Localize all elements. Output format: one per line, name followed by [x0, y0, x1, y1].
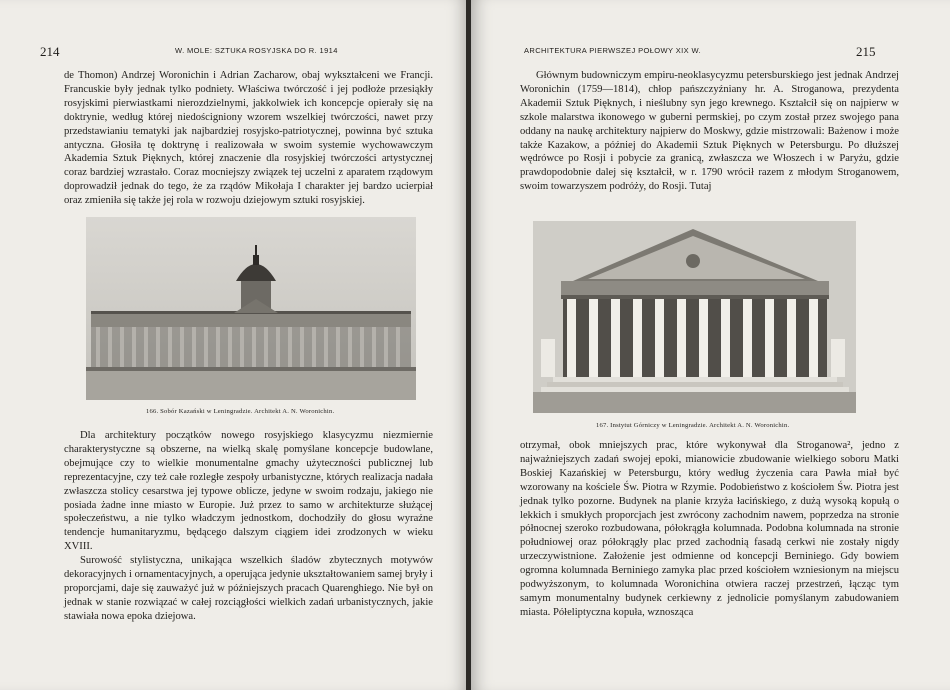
- right-top-text: [520, 69, 899, 194]
- right-page: [471, 0, 950, 690]
- right-running-head: ARCHITEKTURA PIERWSZEJ POŁOWY XIX W.: [524, 46, 702, 55]
- left-page-number: 214: [40, 44, 60, 59]
- right-page-number: 215: [856, 44, 876, 59]
- figure-166-kazan-cathedral: [86, 217, 416, 400]
- figure-166-caption: 166. Sobór Kazański w Leningradzie. Architekt A. N. Woronichin.: [146, 408, 335, 415]
- mining-institute-photo: [533, 221, 856, 413]
- left-running-head: W. MOLE: SZTUKA ROSYJSKA DO R. 1914: [175, 46, 338, 55]
- left-top-text: [64, 69, 433, 208]
- left-paragraph-top: de Thomon) Andrzej Woronichin i Adrian Zacharow, obaj wykształceni we Francji. Francuskie były jednak tylko podniety. Właściwa twórczość i jej podłoże przesiąkły rosyjskimi pierwiastkami nierozdzielnymi, jakkolwiek ich koncepcje opierały się na doktrynie, według której niedościgniony wzorem wszelkiej twórczości, nawet przy przedstawianiu tematyki jak najbardziej rosyjsko-patriotycznej, powinna być sztuka antyczna. Głosiła tę doktrynę i realizowała w swoim systemie wychowawczym Akademia Sztuk Pięknych, której znaczenie dla rosyjskiej twórczości artystycznej coraz bardziej wzrastało. Coraz mocniejszy związek tej uczelni z aparatem rządowym doprowadził jednak do tego, że za rządów Mikołaja I charakter jej bardzo ucierpiał oraz zmieniła się także jej rola w rozwoju dziejowym sztuki rosyjskiej.: [64, 70, 433, 207]
- left-page: [0, 0, 468, 690]
- right-paragraph-bottom: otrzymał, obok mniejszych prac, które wykonywał dla Stroganowa², jedno z najważniejszych zadań swojej epoki, mianowicie zbudowanie wielkiego soboru Matki Boskiej Kazańskiej w Petersburgu, który według życzenia cara Pawła miał być wzorowany na kościele Św. Piotra w Rzymie. Podobieństwo z kościołem Św. Piotra jest jednak tylko pozorne. Budynek na planie krzyża łacińskiego, z dużą wysoką kopułą o lekkich i smukłych proporcjach jest zwrócony zachodnim nawem, poprzedza na stronie północnej szeroko rozbudowana, półokrągła kolumnada. Podobna kolumnada na stronie południowej oraz półokrągły plac przed zachodnią fasadą cerkwi nie zostały nigdy urzeczywistnione. Założenie jest odmienne od koncepcji Berniniego. Gdy bowiem ogromna kolumnada Berniniego zamyka plac przed kościołem wzniesionym na miejscu podwyższonym, to kolumnada Woronichina otwiera raczej przestrzeń, łącząc tym samym monumentalny budynek cerkiewny z jednolicie pomyślanym zabudowaniem miasta. Półeliptyczna kopuła, wznosząca: [520, 440, 899, 618]
- left-paragraph-bottom-2: Surowość stylistyczna, unikająca wszelkich śladów zbytecznych motywów dekoracyjnych i ornamentacyjnych, a operująca jedynie ukształtowaniem samej bryły i proporcjami, daje się zauważyć już w późniejszych pracach Quarenghiego. Nie był on jednak w stanie rozwiązać w całej rozciągłości wielkich zadań urbanistycznych, jakie stawiała nowa epoka dziejowa.: [64, 555, 433, 622]
- left-paragraph-bottom-1: Dla architektury początków nowego rosyjskiego klasycyzmu niezmiernie charakterystyczne są obszerne, na wielką skalę pomyślane koncepcje budowlane, obejmujące czy to wielkie monumentalne gmachy użyteczności publicznej lub reprezentacyjne, czy też całe rozległe zespoły urbanistyczne, których realizacja nadała zwłaszcza stolicy cesarstwa jej typowe oblicze, jedyne w swoim rodzaju, jakiego nie posiada żadne inne miasto w Europie. Już przez to samo w architekturze służącej społeczeństwu, a nie tylko władczym jednostkom, dochodziły do głosu wyraźne tendencje humanitaryzmu, będącego dalszym ciągiem idei zrodzonych w wieku XVIII.: [64, 430, 433, 553]
- right-bottom-text: [520, 439, 899, 620]
- right-paragraph-top: Głównym budowniczym empiru-neoklasycyzmu petersburskiego jest jednak Andrzej Woronichin (1759—1814), chłop pańszczyźniany hr. A. Stroganowa, prezydenta Akademii Sztuk Pięknych, i nieślubny syn jego krewnego. Kształcił się on najpierw w szkole malarstwa ikonowego w guberni permskiej, po czym został przez swojego pana oddany na naukę architektury najpierw do Moskwy, gdzie mistrzowali: Bażenow i może także Kazakow, a później do Akademii Sztuk Pięknych w Petersburgu. Po dłuższej wędrówce po Rosji i pobycie za granicą, zwłaszcza we Włoszech i w Paryżu, gdzie prawdopodobnie dalej się kształcił, w r. 1790 wrócił razem z młodym Stroganowem, swoim towarzyszem podróży, do Rosji. Tutaj: [520, 70, 899, 193]
- left-bottom-text: [64, 429, 433, 624]
- figure-167-mining-institute: [533, 221, 856, 413]
- figure-167-caption: 167. Instytut Górniczy w Leningradzie. Architekt A. N. Woronichin.: [596, 422, 790, 429]
- kazan-cathedral-photo: [86, 217, 416, 400]
